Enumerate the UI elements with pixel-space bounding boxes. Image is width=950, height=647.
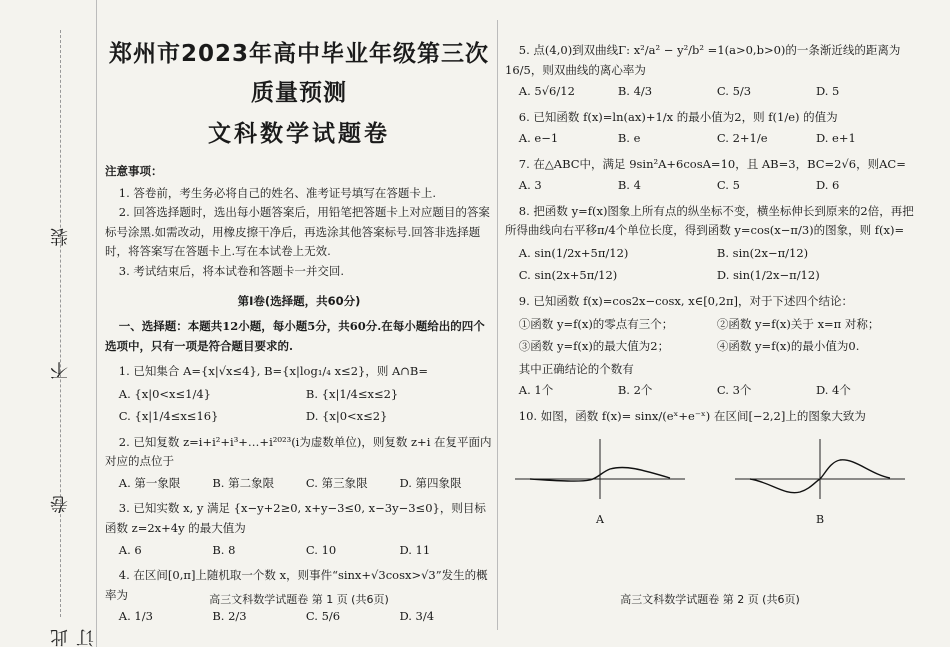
- note-item: 1. 答卷前，考生务必将自己的姓名、准考证号填写在答题卡上.: [118, 185, 437, 200]
- option-b: B. 4/3: [617, 84, 653, 99]
- page-footer: 高三文科数学试题卷 第 1 页 (共6页): [209, 593, 389, 607]
- page-divider: [497, 20, 498, 630]
- option-c: C. 5: [716, 178, 740, 193]
- option-b: B. 4: [617, 178, 641, 193]
- options-row: [119, 407, 493, 427]
- option-c: C. sin(2x+5π/12): [518, 268, 618, 283]
- note-item: 2. 回答选择题时，选出每小题答案后，用铅笔把答题卡上对应题目的答案标号涂黑.如需改动，用橡皮擦干净后，再选涂其他答案标号.回答非选择题时，将答案写在答题卡上.写在本试卷上无效.: [105, 205, 490, 259]
- option-a: A. 6: [118, 542, 142, 557]
- statement-4: ④函数 y=f(x)的最小值为0.: [716, 339, 860, 354]
- option-d: D. e+1: [815, 131, 856, 146]
- option-a: A. e−1: [518, 131, 559, 146]
- option-b: B. 第二象限: [212, 475, 275, 490]
- option-b: B. 8: [212, 542, 236, 557]
- option-a: A. 1个: [518, 383, 554, 398]
- exam-subtitle: 文科数学试题卷: [208, 121, 390, 148]
- options-row: [519, 381, 915, 401]
- option-c: C. 10: [305, 542, 337, 557]
- option-c: C. 5/6: [305, 609, 341, 624]
- graph-a-plot: [510, 434, 690, 504]
- question-4: 4. 在区间[0,π]上随机取一个数 x，则事件“sinx+√3cosx>√3”发生的概率为: [105, 568, 488, 602]
- page-2: [505, 35, 915, 620]
- options-row: [519, 176, 915, 196]
- option-b: B. e: [617, 131, 641, 146]
- statement-1: ①函数 y=f(x)的零点有三个；: [518, 316, 674, 331]
- option-c: C. 3个: [716, 383, 752, 398]
- option-a: A. {x|0<x≤1/4}: [118, 386, 211, 401]
- options-row: [119, 607, 493, 627]
- question-10: 10. 如图，函数 f(x)= sinx/(eˣ+e⁻ˣ) 在区间[−2,2]上的图象大致为: [518, 408, 866, 423]
- option-a: A. 3: [518, 178, 542, 193]
- option-b: B. 2个: [617, 383, 653, 398]
- question-9: 9. 已知函数 f(x)=cos2x−cosx, x∈[0,2π]，对于下述四个结论：: [518, 294, 854, 309]
- options-row: [119, 385, 493, 405]
- page-1: [105, 35, 493, 624]
- option-a: A. 5√6/12: [518, 84, 575, 99]
- statements-row: [519, 315, 915, 335]
- option-d: D. 11: [399, 542, 431, 557]
- question-3: 3. 已知实数 x, y 满足 {x−y+2≥0, x+y−3≤0, x−3y−3≤0}，则目标函数 z=2x+4y 的最大值为: [105, 501, 486, 536]
- option-b: B. {x|1/4≤x≤2}: [305, 386, 399, 401]
- note-item: 3. 考试结束后，将本试卷和答题卡一并交回.: [118, 264, 345, 279]
- option-c: C. 2+1/e: [716, 131, 768, 146]
- option-d: D. 3/4: [399, 609, 435, 624]
- option-d: D. {x|0<x≤2}: [305, 409, 388, 424]
- option-d: D. sin(1/2x−π/12): [716, 268, 820, 283]
- statement-2: ②函数 y=f(x)关于 x=π 对称；: [716, 316, 880, 331]
- option-d: D. 6: [815, 178, 840, 193]
- question-2: 2. 已知复数 z=i+i²+i³+…+i²⁰²³(i为虚数单位)，则复数 z+i 在复平面内对应的点位于: [105, 434, 492, 469]
- option-d: D. 5: [815, 84, 840, 99]
- option-a: A. 第一象限: [118, 475, 181, 490]
- question-6: 6. 已知函数 f(x)=ln(ax)+1/x 的最小值为2，则 f(1/e) 的值为: [518, 109, 838, 124]
- option-a: A. sin(1/2x+5π/12): [518, 245, 629, 260]
- statements-row: [519, 337, 915, 357]
- options-row: [519, 244, 915, 264]
- graph-a-label: A: [596, 512, 604, 526]
- graph-b-label: B: [815, 512, 825, 526]
- options-row: [519, 129, 915, 149]
- options-row: [119, 474, 493, 494]
- question-1: 1. 已知集合 A={x|√x≤4}, B={x|log₁/₄ x≤2}，则 A∩B=: [118, 364, 429, 379]
- options-row: [519, 266, 915, 286]
- graph-options: [505, 434, 915, 529]
- option-a: A. 1/3: [118, 609, 153, 624]
- options-row: [119, 541, 493, 561]
- option-d: D. 4个: [815, 383, 851, 398]
- option-b: B. 2/3: [212, 609, 247, 624]
- graph-b: [725, 434, 915, 529]
- section-heading: 第Ⅰ卷(选择题，共60分): [237, 293, 361, 308]
- option-c: C. {x|1/4≤x≤16}: [118, 409, 219, 424]
- options-row: [519, 82, 915, 102]
- exam-title: 郑州市2023年高中毕业年级第三次质量预测: [108, 41, 489, 107]
- page-footer: 高三文科数学试题卷 第 2 页 (共6页): [620, 593, 800, 607]
- binding-margin: [0, 0, 97, 647]
- binding-text: 此 卷 不 装 订: [50, 172, 97, 647]
- option-b: B. sin(2x−π/12): [716, 245, 809, 260]
- notes-heading: 注意事项：: [105, 164, 163, 179]
- question-5: 5. 点(4,0)到双曲线Γ: x²/a² − y²/b² =1(a>0,b>0)的一条渐近线的距离为16/5，则双曲线的离心率为: [505, 43, 901, 77]
- question-9-tail: 其中正确结论的个数有: [518, 361, 634, 376]
- option-c: C. 第三象限: [305, 475, 368, 490]
- option-d: D. 第四象限: [399, 475, 462, 490]
- question-8: 8. 把函数 y=f(x)图象上所有点的纵坐标不变，横坐标伸长到原来的2倍，再把所得曲线向右平移π/4个单位长度，得到函数 y=cos(x−π/3)的图象，则 f(x)=: [505, 203, 914, 238]
- option-c: C. 5/3: [716, 84, 752, 99]
- graph-a: [505, 434, 695, 529]
- statement-3: ③函数 y=f(x)的最大值为2；: [518, 339, 670, 354]
- graph-b-plot: [730, 434, 910, 504]
- section-intro: 一、选择题：本题共12小题，每小题5分，共60分.在每小题给出的四个选项中，只有一项是符合题目要求的.: [105, 319, 485, 353]
- question-7: 7. 在△ABC中，满足 9sin²A+6cosA=10，且 AB=3，BC=2√6，则AC=: [518, 156, 906, 171]
